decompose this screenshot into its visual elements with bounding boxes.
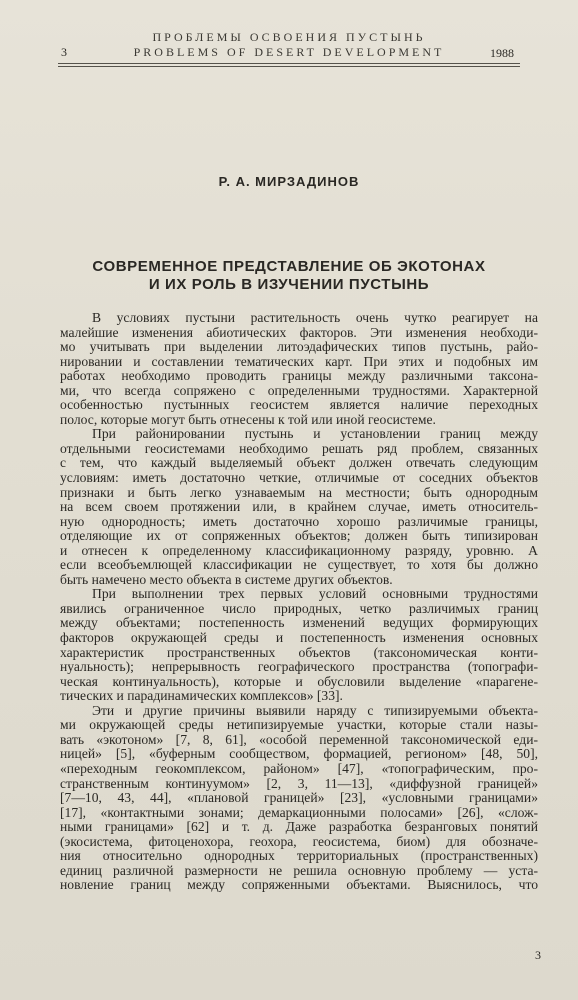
body-text-line: ницей» [5], «буферным сообществом, формацией, регионом» [48, 50], — [60, 746, 538, 762]
body-text-line: признаки и быть легко узнаваемым на местности; быть однородным — [60, 484, 538, 500]
issue-number: 3 — [61, 45, 67, 59]
body-text-line: факторов окружающей среды и постепенность изменения основных — [60, 630, 538, 646]
body-text-line: отделяющие их от сопряженных объектов; должен быть типизирован — [60, 528, 538, 544]
body-text-line: ния относительно однородных территориальных (пространственных) — [60, 848, 538, 864]
article-body — [60, 311, 538, 893]
body-text-line: работах необходимо проводить границы между различными таксона- — [60, 368, 538, 384]
body-text-line: вать «экотоном» [7, 8, 61], «особой переменной таксономической еди- — [60, 731, 538, 747]
body-text-line: между объектами; постепенность изменений ведущих формирующих — [60, 615, 538, 631]
body-text-line: с тем, что каждый выделяемый объект должен отвечать следующим — [60, 455, 538, 471]
body-text-line: (экосистема, фитоценохора, геохора, геосистема, биом) для обозначе- — [60, 833, 538, 849]
header-rule — [58, 66, 520, 67]
body-text-line: ми окружающей среды нетипизируемые участки, которые стали назы- — [60, 717, 538, 733]
body-text-line: полос, которые могут быть отнесены к той или иной геосистеме. — [60, 411, 436, 427]
body-text-line: если всеобъемлющей классификации не существует, то хотя бы должно — [60, 557, 538, 573]
body-text-line: ную однородность; иметь достаточно хорошо различимые границы, — [60, 513, 538, 529]
body-text-line: «переходным геокомплексом, районом» [47], «топографическим, про- — [60, 760, 538, 776]
body-text-line: В условиях пустыни растительность очень чутко реагирует на — [92, 310, 538, 325]
body-text-line: единиц различной размерности не решила основную проблему — уста- — [60, 862, 538, 878]
body-text-line: [17], «контактными зонами; демаркационными полосами» [26], «слож- — [60, 804, 538, 820]
body-text-line: особенностью пустынных геосистем является наличие переходных — [60, 397, 538, 413]
body-text-line: на всем своем протяжении или, в крайнем случае, иметь относитель- — [60, 499, 538, 515]
header-rule — [58, 63, 520, 64]
body-text-line: характеристик пространственных объектов (таксономическая конти- — [60, 644, 538, 660]
body-text-line: малейшие изменения абиотических факторов. Эти изменения необходи- — [60, 324, 538, 340]
body-text-line: [7—10, 43, 44], «плановой границей» [23], «условными границами» — [60, 790, 538, 806]
body-text-line: нуальность); непрерывность географического пространства (топографи- — [60, 659, 538, 675]
body-text-line: новление границ между сопряженными объектами. Выяснилось, что — [60, 877, 538, 893]
body-text-line: явились ограниченное число природных, четко различимых границ — [60, 600, 538, 616]
issue-year: 1988 — [490, 46, 514, 60]
journal-title-ru: ПРОБЛЕМЫ ОСВОЕНИЯ ПУСТЫНЬ — [152, 30, 426, 44]
article-author: Р. А. МИРЗАДИНОВ — [218, 174, 360, 189]
body-text-line: При районировании пустынь и установлении границ между — [92, 426, 538, 442]
body-text-line: и отнесен к определенному классификационному разряду, уровню. А — [60, 542, 538, 558]
body-text-line: отдельными геосистемами необходимо решать ряд проблем, связанных — [60, 440, 538, 456]
body-text-line: Эти и другие причины выявили наряду с типизируемыми объекта- — [92, 702, 538, 718]
body-text-line: При выполнении трех первых условий основными трудностями — [92, 586, 538, 602]
body-text-line: условиям: иметь достаточно четкие, отличимые от соседних объектов — [60, 470, 538, 486]
body-text-line: быть намечено место объекта в системе других объектов. — [60, 571, 393, 587]
body-text-line: мо учитывать при выделении литоэдафических типов пустынь, райо- — [60, 339, 538, 355]
body-text-line: тических и парадинамических комплексов» [33]. — [60, 688, 343, 704]
article-title-line: СОВРЕМЕННОЕ ПРЕДСТАВЛЕНИЕ ОБ ЭКОТОНАХ — [92, 258, 486, 275]
body-text-line: ми, что всегда сопряжено с определенными трудностями. Характерной — [60, 382, 538, 398]
journal-title-en: PROBLEMS OF DESERT DEVELOPMENT — [133, 45, 445, 59]
body-text-line: ными границами» [62] и т. д. Даже разработка безранговых понятий — [60, 819, 538, 835]
article-title — [0, 258, 578, 294]
body-text-line: нировании и составлении тематических карт. При этих и подобных им — [60, 353, 538, 369]
body-text-line: странственным континуумом» [2, 3, 11—13], «диффузной границей» — [60, 775, 538, 791]
page-number: 3 — [535, 948, 541, 962]
body-text-line: ческая континуальность), которые и обусловили выделение «парагене- — [60, 673, 538, 689]
article-title-line: И ИХ РОЛЬ В ИЗУЧЕНИИ ПУСТЫНЬ — [148, 276, 430, 293]
